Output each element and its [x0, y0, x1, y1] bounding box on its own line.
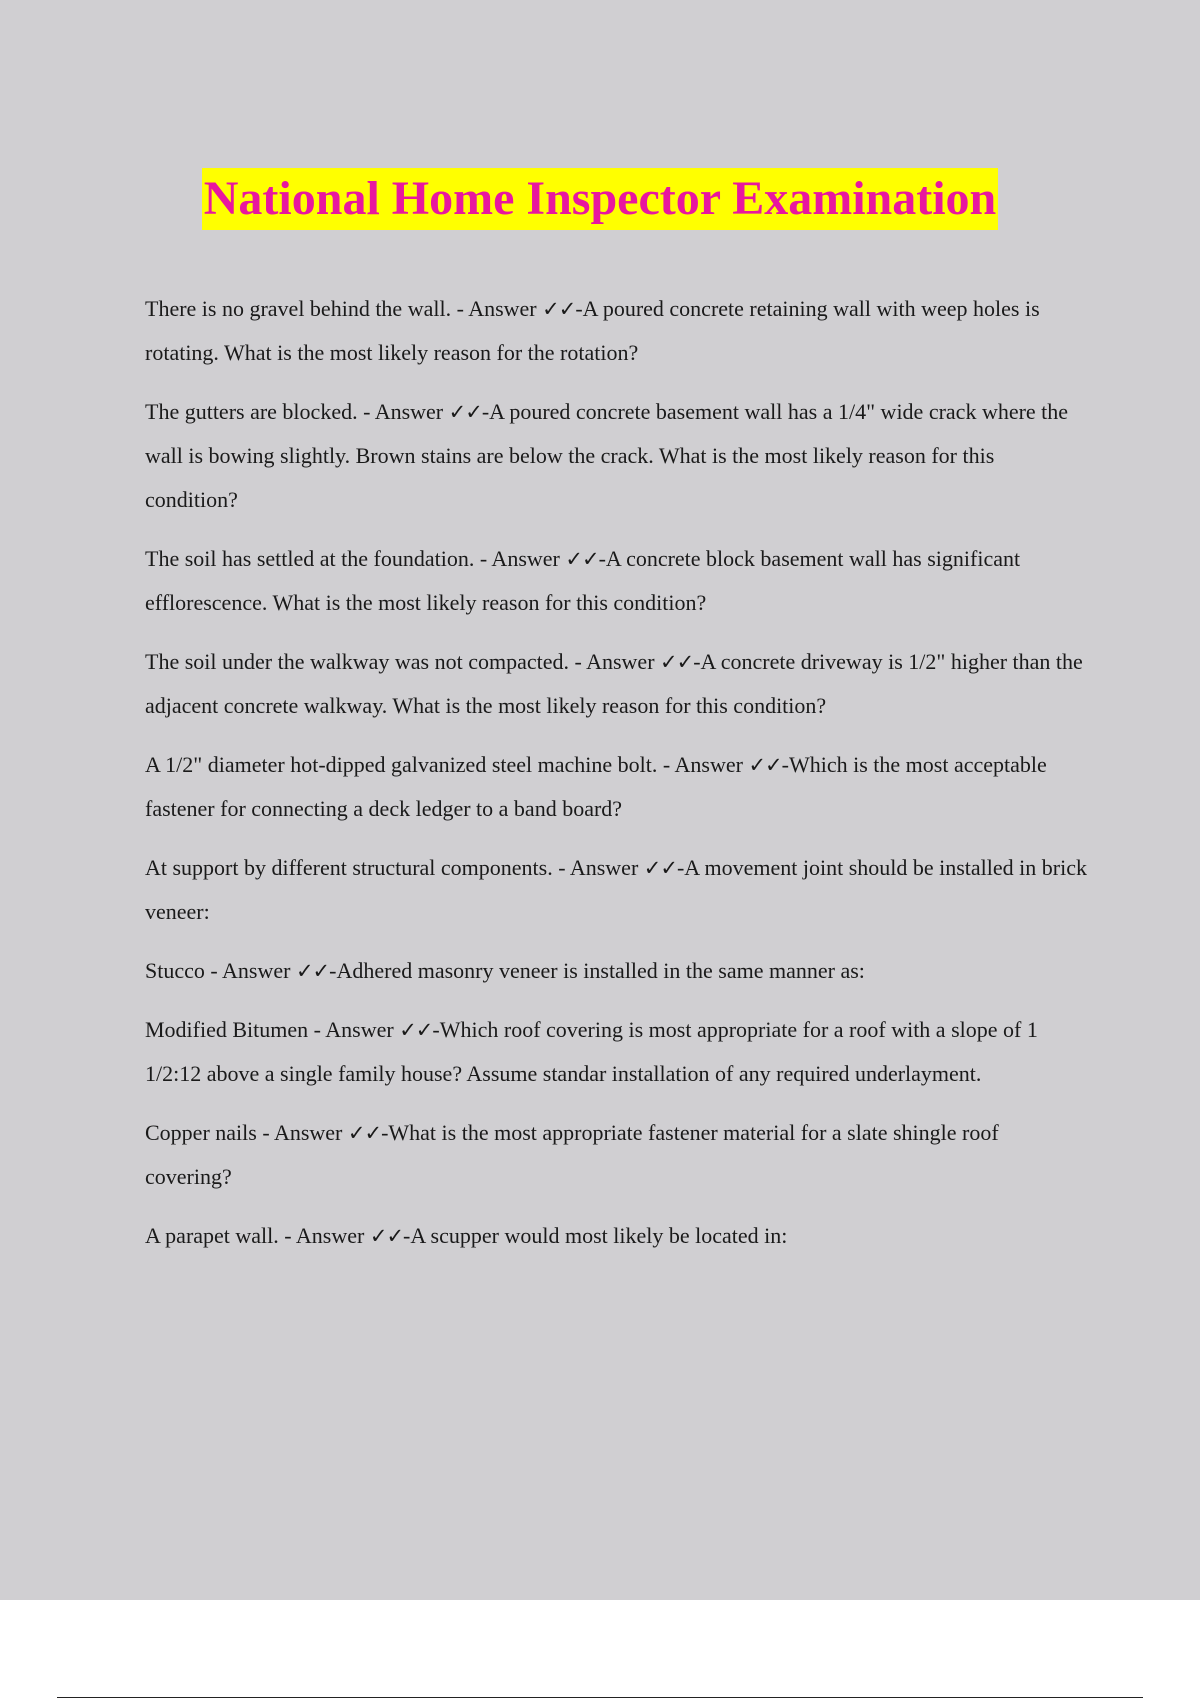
double-checkmark-icon: ✓✓ [643, 856, 677, 880]
double-checkmark-icon: ✓✓ [448, 400, 482, 424]
footer-divider [57, 1697, 1143, 1698]
answer-text: The soil under the walkway was not compacted. [145, 649, 569, 674]
answer-text: At support by different structural components. [145, 855, 553, 880]
double-checkmark-icon: ✓✓ [295, 959, 330, 983]
qa-item [145, 949, 1090, 993]
answer-text: A 1/2" diameter hot-dipped galvanized steel machine bolt. [145, 752, 658, 777]
double-checkmark-icon: ✓✓ [369, 1224, 404, 1248]
qa-list [145, 287, 1090, 1273]
answer-separator: - Answer [552, 855, 644, 880]
qa-item [145, 390, 1090, 522]
answer-separator: - Answer [657, 752, 749, 777]
answer-separator: - Answer [568, 649, 661, 674]
qa-item [145, 537, 1090, 625]
qa-item [145, 287, 1090, 375]
double-checkmark-icon: ✓✓ [748, 753, 782, 777]
answer-separator: - Answer [451, 296, 543, 321]
question-text: -A concrete block basement wall has significant efflorescence. What is the most likely reason for this condition? [145, 546, 1021, 615]
answer-text: Copper nails [145, 1120, 257, 1145]
answer-text: The gutters are blocked. [145, 399, 358, 424]
page-footer-area [0, 1600, 1200, 1700]
answer-separator: - Answer [474, 546, 566, 571]
qa-item [145, 640, 1090, 728]
question-text: -Which roof covering is most appropriate for a roof with a slope of 1 1/2:12 above a single family house? Assume standar installation of any required underlayment. [145, 1017, 1038, 1086]
answer-text: Modified Bitumen [145, 1017, 309, 1042]
answer-separator: - Answer [308, 1017, 400, 1042]
qa-item [145, 846, 1090, 934]
title-wrapper [0, 168, 1200, 230]
question-text: -Which is the most acceptable fastener for connecting a deck ledger to a band board? [145, 752, 1047, 821]
question-text: -A concrete driveway is 1/2" higher than the adjacent concrete walkway. What is the most likely reason for this condition? [145, 649, 1083, 718]
question-text: -A poured concrete basement wall has a 1/4" wide crack where the wall is bowing slightly. Brown stains are below the crack. What is the most likely reason for this condition? [145, 399, 1069, 512]
qa-item [145, 743, 1090, 831]
answer-text: The soil has settled at the foundation. [145, 546, 475, 571]
qa-item [145, 1008, 1090, 1096]
question-text: -A scupper would most likely be located in: [403, 1223, 788, 1248]
answer-separator: - Answer [278, 1223, 370, 1248]
double-checkmark-icon: ✓✓ [660, 650, 694, 674]
document-title: National Home Inspector Examination [202, 168, 998, 230]
double-checkmark-icon: ✓✓ [347, 1121, 382, 1145]
answer-text: There is no gravel behind the wall. [145, 296, 452, 321]
answer-separator: - Answer [357, 399, 449, 424]
question-text: -Adhered masonry veneer is installed in the same manner as: [329, 958, 865, 983]
question-text: -A poured concrete retaining wall with weep holes is rotating. What is the most likely reason for the rotation? [145, 296, 1040, 365]
answer-separator: - Answer [256, 1120, 348, 1145]
double-checkmark-icon: ✓✓ [565, 547, 599, 571]
question-text: -A movement joint should be installed in brick veneer: [145, 855, 1087, 924]
qa-item [145, 1214, 1090, 1258]
question-text: -What is the most appropriate fastener material for a slate shingle roof covering? [145, 1120, 999, 1189]
answer-text: Stucco [145, 958, 205, 983]
double-checkmark-icon: ✓✓ [399, 1018, 433, 1042]
answer-text: A parapet wall. [145, 1223, 279, 1248]
answer-separator: - Answer [204, 958, 296, 983]
double-checkmark-icon: ✓✓ [542, 297, 576, 321]
qa-item [145, 1111, 1090, 1199]
